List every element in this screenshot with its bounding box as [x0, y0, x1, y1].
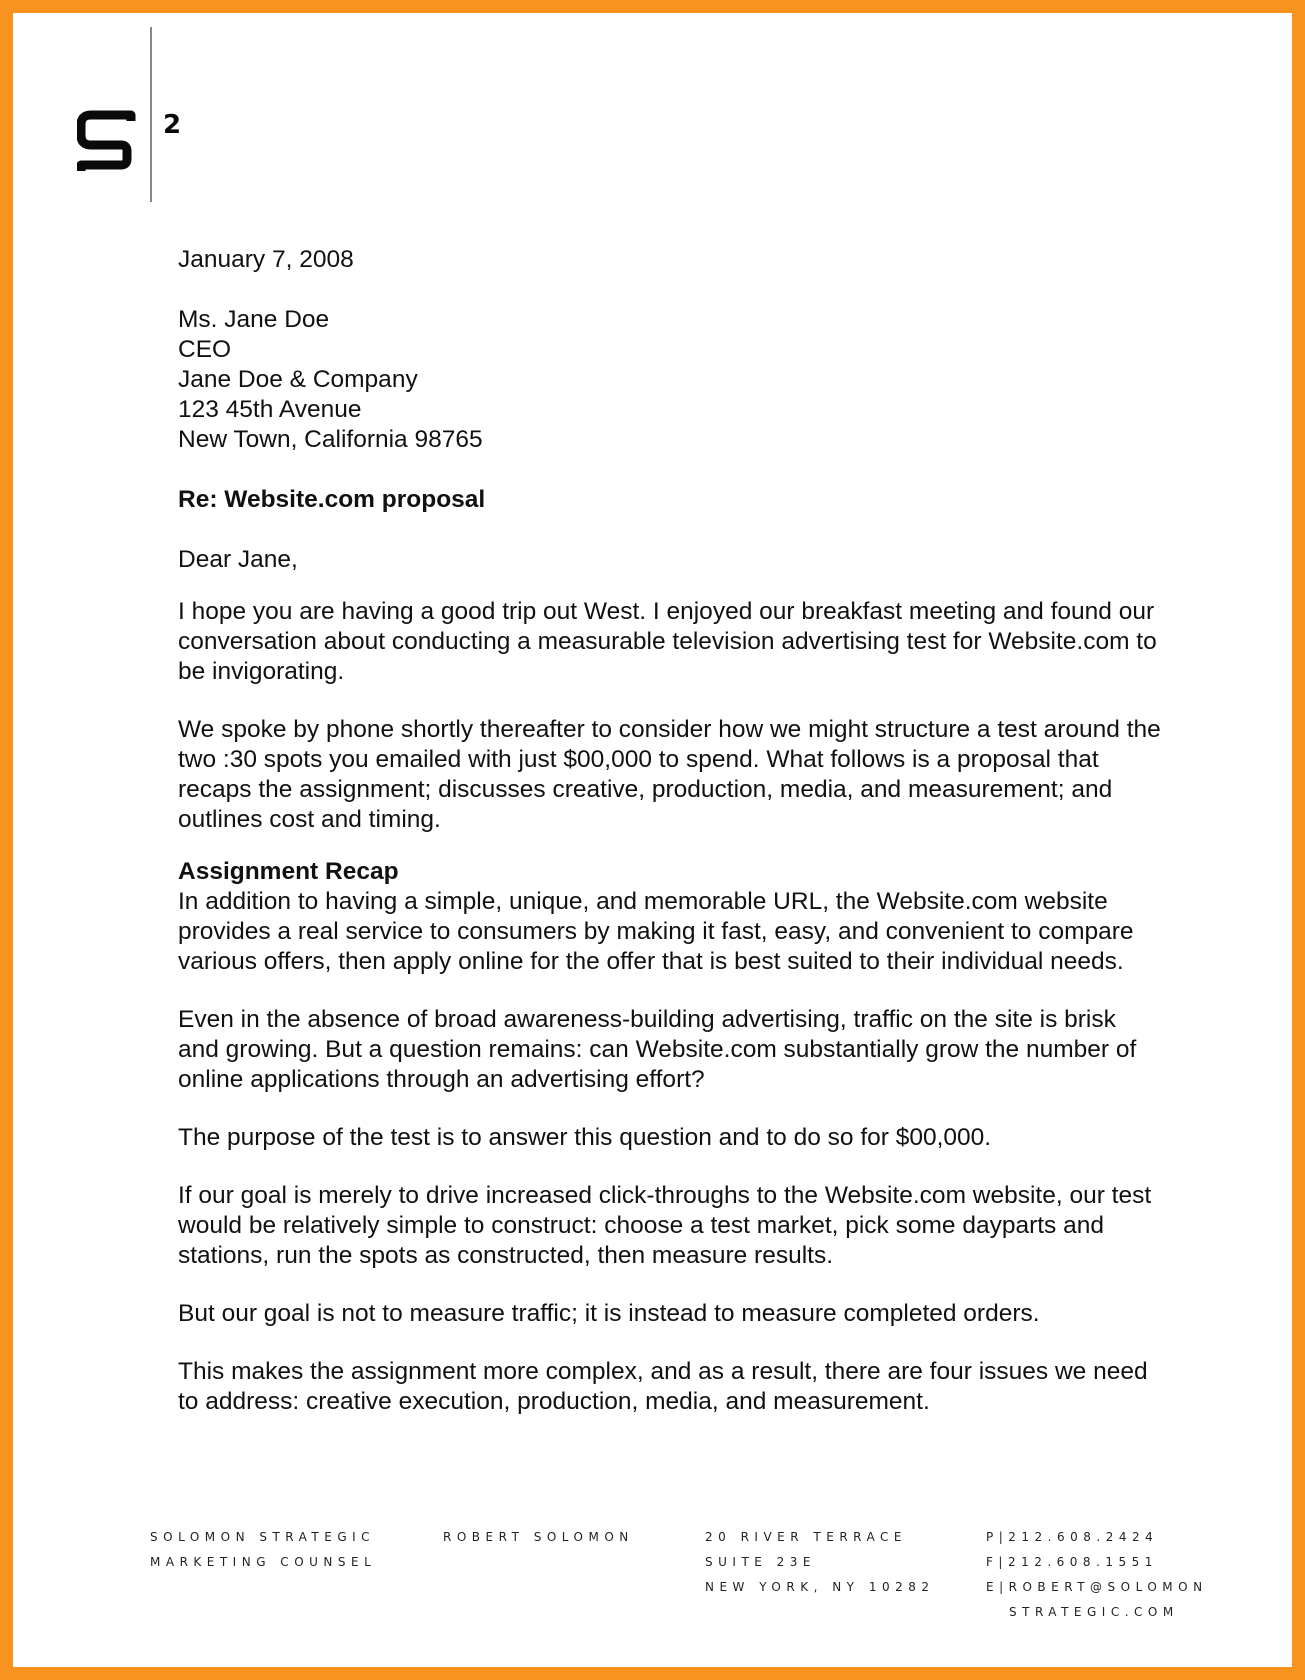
salutation: Dear Jane,	[178, 546, 298, 573]
paragraph-1: I hope you are having a good trip out West. I enjoyed our breakfast meeting and found our conversation about conducting a measurable television advertising test for Website.com to be invigorating.	[178, 598, 1157, 685]
recipient-address	[178, 305, 1163, 455]
footer-address	[705, 1525, 935, 1600]
paragraph-3: In addition to having a simple, unique, and memorable URL, the Website.com website provides a real service to consumers by making it fast, easy, and convenient to compare various offers, then apply online for the offer that is best suited to their individual needs.	[178, 888, 1134, 975]
letterhead-footer	[13, 1525, 1305, 1635]
footer-email-line-2: STRATEGIC.COM	[1009, 1605, 1179, 1619]
footer-address-line-2: SUITE 23E	[705, 1555, 817, 1569]
footer-email-line-1: E|ROBERT@SOLOMON	[986, 1580, 1208, 1594]
section-heading: Assignment Recap	[178, 858, 399, 885]
paragraph-7: But our goal is not to measure traffic; it is instead to measure completed orders.	[178, 1300, 1040, 1327]
recipient-company: Jane Doe & Company	[178, 366, 418, 393]
logo-s-glyph	[81, 115, 131, 171]
paragraph-5: The purpose of the test is to answer this question and to do so for $00,000.	[178, 1124, 992, 1151]
footer-fax: F|212.608.1551	[986, 1555, 1158, 1569]
logo-superscript: 2	[163, 110, 182, 140]
footer-address-line-3: NEW YORK, NY 10282	[705, 1580, 935, 1594]
s2-logo	[77, 105, 197, 185]
footer-company-line-2: MARKETING COUNSEL	[150, 1555, 377, 1569]
letter-body	[178, 245, 1163, 1417]
recipient-title: CEO	[178, 336, 232, 363]
paragraph-6: If our goal is merely to drive increased click-throughs to the Website.com website, our test would be relatively simple to construct: choose a test market, pick some dayparts and stations, run the spots as constructed, then measure results.	[178, 1182, 1152, 1269]
recipient-city: New Town, California 98765	[178, 426, 483, 453]
footer-phone: P|212.608.2424	[986, 1530, 1159, 1544]
paragraph-4: Even in the absence of broad awareness-building advertising, traffic on the site is brisk and growing. But a question remains: can Website.com substantially grow the number of online applications through an advertising effort?	[178, 1006, 1137, 1093]
footer-company	[150, 1525, 376, 1575]
footer-person-name: ROBERT SOLOMON	[443, 1530, 634, 1544]
paragraph-2: We spoke by phone shortly thereafter to consider how we might structure a test around the two :30 spots you emailed with just $00,000 to spend. What follows is a proposal that recaps the assignment; discusses creative, production, media, and measurement; and outlines cost and timing.	[178, 716, 1161, 833]
footer-contact	[986, 1525, 1208, 1625]
recipient-name: Ms. Jane Doe	[178, 306, 330, 333]
letter-date: January 7, 2008	[178, 246, 354, 273]
subject-line: Re: Website.com proposal	[178, 486, 486, 513]
recipient-street: 123 45th Avenue	[178, 396, 362, 423]
paragraph-8: This makes the assignment more complex, and as a result, there are four issues we need to address: creative execution, production, media, and measurement.	[178, 1358, 1148, 1415]
footer-address-line-1: 20 RIVER TERRACE	[705, 1530, 907, 1544]
footer-company-line-1: SOLOMON STRATEGIC	[150, 1530, 376, 1544]
footer-person	[443, 1525, 634, 1550]
